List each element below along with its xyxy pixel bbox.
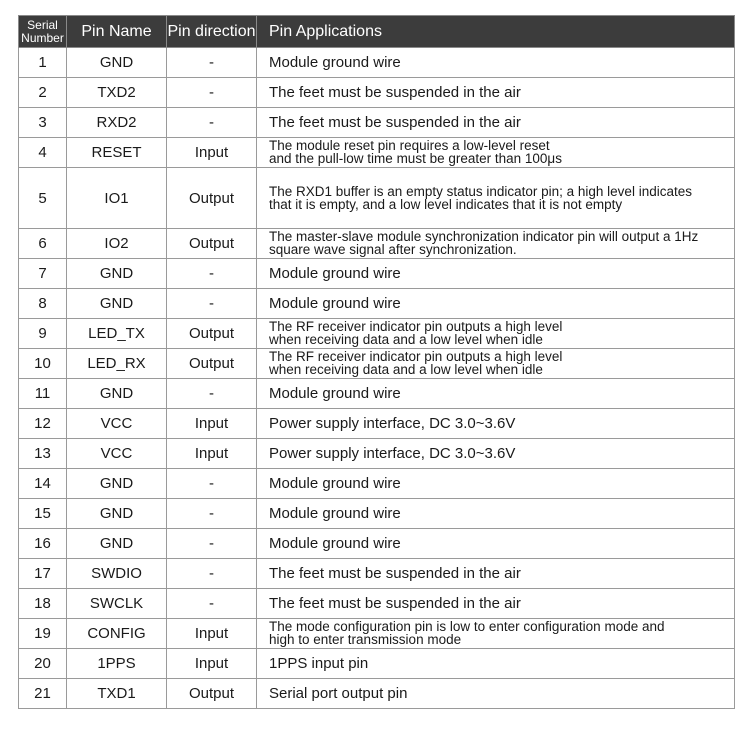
cell-serial-number: 7 bbox=[19, 259, 67, 289]
cell-pin-name: VCC bbox=[67, 439, 167, 469]
cell-pin-name: GND bbox=[67, 259, 167, 289]
cell-pin-name: TXD1 bbox=[67, 679, 167, 709]
table-row bbox=[19, 48, 735, 78]
cell-serial-number: 8 bbox=[19, 289, 67, 319]
cell-pin-direction: - bbox=[167, 559, 257, 589]
table-row bbox=[19, 349, 735, 379]
cell-pin-application: Power supply interface, DC 3.0~3.6V bbox=[257, 409, 735, 439]
header-serial-number bbox=[19, 16, 67, 48]
cell-serial-number: 3 bbox=[19, 108, 67, 138]
cell-pin-name: CONFIG bbox=[67, 619, 167, 649]
table-row bbox=[19, 439, 735, 469]
cell-pin-name: GND bbox=[67, 289, 167, 319]
cell-pin-application: The feet must be suspended in the air bbox=[257, 559, 735, 589]
cell-serial-number: 13 bbox=[19, 439, 67, 469]
cell-pin-name: SWCLK bbox=[67, 589, 167, 619]
header-pin-name: Pin Name bbox=[67, 16, 167, 48]
cell-pin-application: The RXD1 buffer is an empty status indicator pin; a high level indicates that it is empty, and a low level indicates that it is not empty bbox=[257, 168, 735, 229]
table-row bbox=[19, 138, 735, 168]
cell-pin-application: Module ground wire bbox=[257, 499, 735, 529]
cell-serial-number: 14 bbox=[19, 469, 67, 499]
table-row bbox=[19, 379, 735, 409]
cell-pin-direction: - bbox=[167, 78, 257, 108]
cell-pin-application: The master-slave module synchronization indicator pin will output a 1Hz square wave signal after synchronization. bbox=[257, 229, 735, 259]
pin-table-container bbox=[18, 15, 734, 709]
cell-pin-direction: - bbox=[167, 289, 257, 319]
cell-pin-direction: - bbox=[167, 529, 257, 559]
cell-serial-number: 4 bbox=[19, 138, 67, 168]
table-row bbox=[19, 409, 735, 439]
cell-pin-application: Module ground wire bbox=[257, 379, 735, 409]
cell-pin-name: IO2 bbox=[67, 229, 167, 259]
cell-pin-application: Module ground wire bbox=[257, 289, 735, 319]
table-row bbox=[19, 649, 735, 679]
table-row bbox=[19, 319, 735, 349]
cell-pin-direction: - bbox=[167, 589, 257, 619]
cell-pin-name: GND bbox=[67, 529, 167, 559]
header-serial-line1: Serial bbox=[27, 17, 58, 32]
cell-pin-name: GND bbox=[67, 379, 167, 409]
cell-serial-number: 15 bbox=[19, 499, 67, 529]
cell-pin-application: Module ground wire bbox=[257, 48, 735, 78]
cell-serial-number: 5 bbox=[19, 168, 67, 229]
cell-pin-name: TXD2 bbox=[67, 78, 167, 108]
cell-pin-name: SWDIO bbox=[67, 559, 167, 589]
cell-pin-name: GND bbox=[67, 469, 167, 499]
table-row bbox=[19, 168, 735, 229]
cell-pin-direction: Input bbox=[167, 409, 257, 439]
cell-pin-name: LED_RX bbox=[67, 349, 167, 379]
cell-pin-application: The RF receiver indicator pin outputs a high level when receiving data and a low level when idle bbox=[257, 349, 735, 379]
cell-pin-direction: Output bbox=[167, 349, 257, 379]
cell-pin-application: Module ground wire bbox=[257, 469, 735, 499]
table-row bbox=[19, 619, 735, 649]
cell-pin-name: VCC bbox=[67, 409, 167, 439]
table-row bbox=[19, 289, 735, 319]
cell-pin-direction: - bbox=[167, 259, 257, 289]
cell-pin-direction: Input bbox=[167, 619, 257, 649]
header-pin-direction: Pin direction bbox=[167, 16, 257, 48]
cell-pin-name: LED_TX bbox=[67, 319, 167, 349]
cell-pin-application: The mode configuration pin is low to enter configuration mode and high to enter transmission mode bbox=[257, 619, 735, 649]
header-serial-line2: Number bbox=[21, 30, 64, 45]
cell-pin-application: Module ground wire bbox=[257, 259, 735, 289]
cell-serial-number: 2 bbox=[19, 78, 67, 108]
cell-serial-number: 11 bbox=[19, 379, 67, 409]
cell-pin-name: IO1 bbox=[67, 168, 167, 229]
cell-pin-direction: Input bbox=[167, 138, 257, 168]
cell-pin-application: Power supply interface, DC 3.0~3.6V bbox=[257, 439, 735, 469]
cell-pin-direction: - bbox=[167, 499, 257, 529]
cell-pin-direction: Output bbox=[167, 229, 257, 259]
table-row bbox=[19, 78, 735, 108]
cell-serial-number: 18 bbox=[19, 589, 67, 619]
cell-serial-number: 21 bbox=[19, 679, 67, 709]
table-row bbox=[19, 589, 735, 619]
cell-pin-name: GND bbox=[67, 48, 167, 78]
cell-pin-name: 1PPS bbox=[67, 649, 167, 679]
cell-pin-direction: Output bbox=[167, 319, 257, 349]
cell-serial-number: 16 bbox=[19, 529, 67, 559]
cell-pin-direction: - bbox=[167, 48, 257, 78]
table-row bbox=[19, 469, 735, 499]
table-row bbox=[19, 529, 735, 559]
cell-serial-number: 9 bbox=[19, 319, 67, 349]
cell-pin-direction: Output bbox=[167, 168, 257, 229]
cell-serial-number: 17 bbox=[19, 559, 67, 589]
cell-pin-direction: Input bbox=[167, 649, 257, 679]
cell-serial-number: 1 bbox=[19, 48, 67, 78]
cell-pin-direction: Output bbox=[167, 679, 257, 709]
table-body bbox=[19, 48, 735, 709]
table-row bbox=[19, 259, 735, 289]
cell-pin-direction: - bbox=[167, 469, 257, 499]
cell-serial-number: 6 bbox=[19, 229, 67, 259]
cell-pin-application: Module ground wire bbox=[257, 529, 735, 559]
cell-pin-application: The module reset pin requires a low-level reset and the pull-low time must be greater than 100μs bbox=[257, 138, 735, 168]
cell-pin-application: 1PPS input pin bbox=[257, 649, 735, 679]
cell-pin-application: Serial port output pin bbox=[257, 679, 735, 709]
cell-pin-direction: - bbox=[167, 379, 257, 409]
cell-serial-number: 12 bbox=[19, 409, 67, 439]
cell-serial-number: 19 bbox=[19, 619, 67, 649]
cell-pin-application: The feet must be suspended in the air bbox=[257, 589, 735, 619]
table-row bbox=[19, 559, 735, 589]
cell-pin-name: GND bbox=[67, 499, 167, 529]
cell-pin-direction: - bbox=[167, 108, 257, 138]
cell-serial-number: 10 bbox=[19, 349, 67, 379]
header-row bbox=[19, 16, 735, 48]
cell-pin-application: The feet must be suspended in the air bbox=[257, 78, 735, 108]
table-row bbox=[19, 229, 735, 259]
table-header bbox=[19, 16, 735, 48]
table-row bbox=[19, 499, 735, 529]
cell-serial-number: 20 bbox=[19, 649, 67, 679]
cell-pin-name: RXD2 bbox=[67, 108, 167, 138]
table-row bbox=[19, 108, 735, 138]
cell-pin-name: RESET bbox=[67, 138, 167, 168]
header-pin-applications: Pin Applications bbox=[257, 16, 735, 48]
table-row bbox=[19, 679, 735, 709]
cell-pin-application: The RF receiver indicator pin outputs a high level when receiving data and a low level when idle bbox=[257, 319, 735, 349]
pin-table bbox=[18, 15, 735, 709]
cell-pin-application: The feet must be suspended in the air bbox=[257, 108, 735, 138]
cell-pin-direction: Input bbox=[167, 439, 257, 469]
